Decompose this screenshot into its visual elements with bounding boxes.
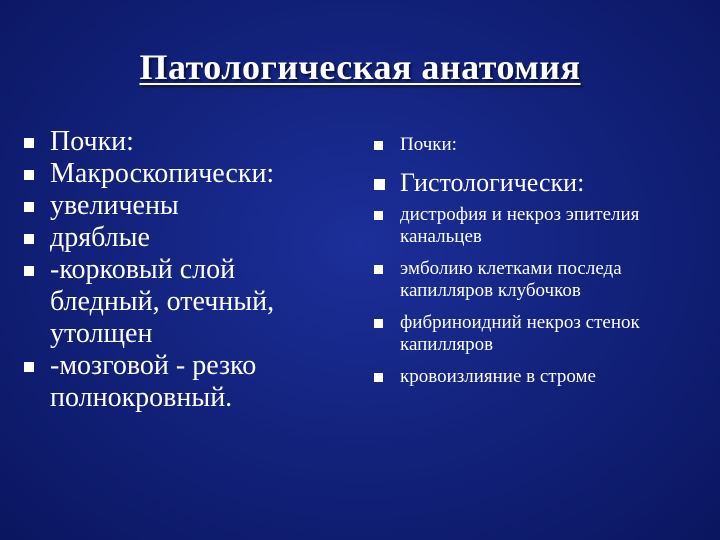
left-item-text: -корковый слой бледный, отечный, утолщен [50,254,275,349]
right-list-item [372,258,710,302]
right-item-text: Почки: [400,134,457,155]
square-bullet-icon [374,319,383,328]
square-bullet-icon [24,362,34,372]
left-column [22,126,362,414]
square-bullet-icon [374,265,383,274]
left-list-item [22,350,340,414]
right-item-text: фибриноидний некроз стенок капилляров [400,312,640,355]
left-item-text: -мозговой - резко полнокровный. [50,350,257,413]
left-item-text: Макроскопически: [50,158,275,189]
square-bullet-icon [374,141,383,150]
square-bullet-icon [24,202,34,212]
right-item-text: эмболию клетками последа капилляров клубочков [400,258,622,301]
left-item-text: дряблые [50,222,150,253]
right-item-text: дистрофия и некроз эпителия канальцев [400,204,640,247]
right-item-text: Гистологически: [400,168,585,197]
square-bullet-icon [24,138,34,148]
square-bullet-icon [24,266,34,276]
left-item-text: Почки: [50,126,134,157]
square-bullet-icon [374,179,385,190]
right-column [372,134,712,398]
square-bullet-icon [374,373,383,382]
left-list-item [22,158,362,190]
square-bullet-icon [24,170,34,180]
right-list-item [372,366,712,388]
right-list-item [372,312,640,356]
right-list-item [372,134,712,156]
right-list-item [372,168,712,198]
right-list-item [372,204,640,248]
slide-title: Патологическая анатомия [139,47,581,87]
square-bullet-icon [374,211,383,220]
left-item-text: увеличены [50,190,179,221]
right-item-text: кровоизлияние в строме [400,366,596,387]
left-list-item [22,222,362,254]
left-list-item [22,126,362,158]
left-list-item [22,190,362,222]
square-bullet-icon [24,234,34,244]
left-list-item [22,254,330,350]
